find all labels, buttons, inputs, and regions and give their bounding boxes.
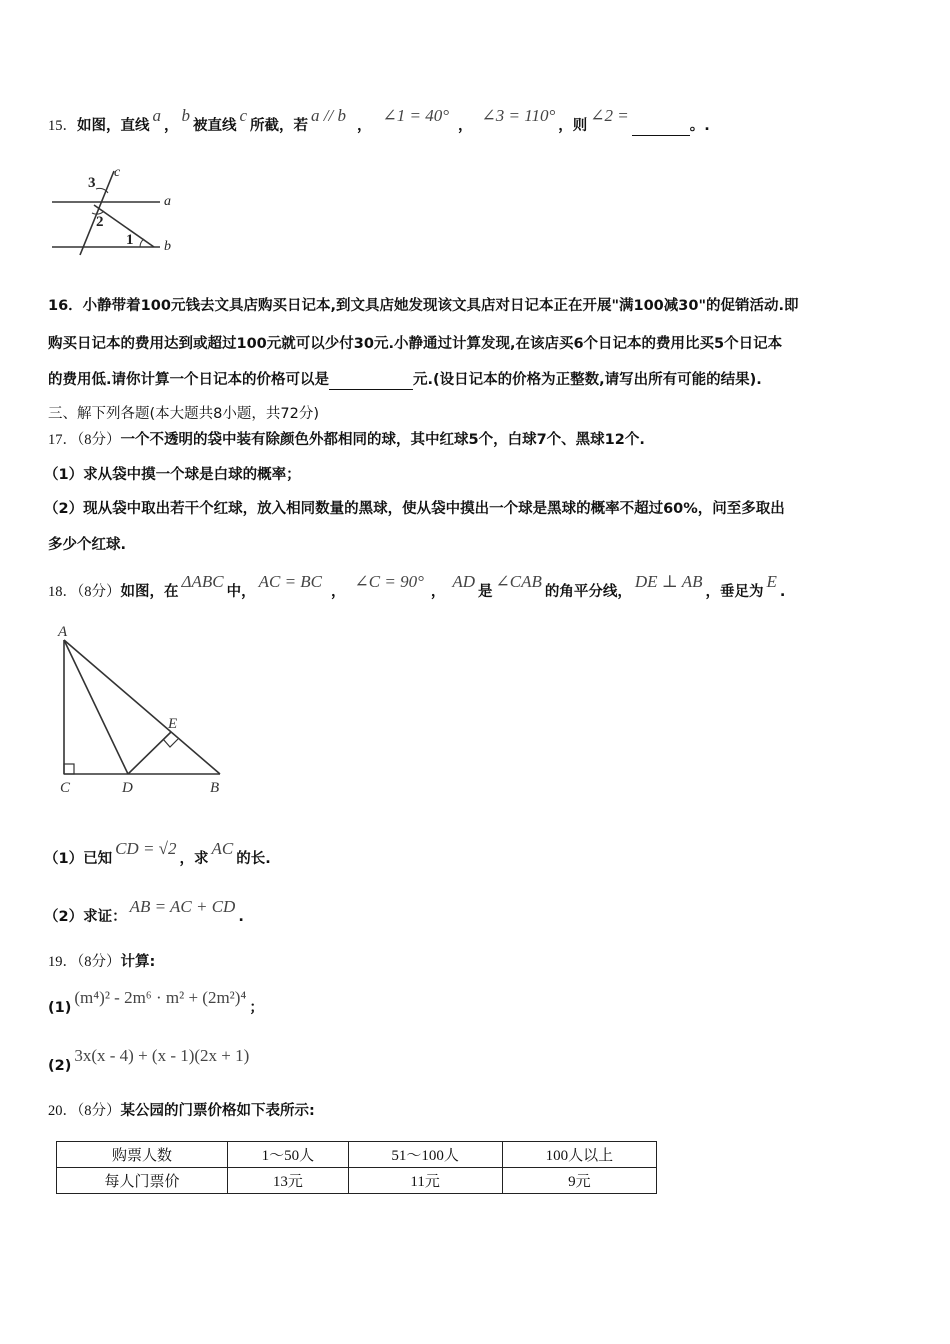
q15-angle-1: ∠1 = 40° xyxy=(382,106,450,125)
q18-part-1-text-c: 的长. xyxy=(236,851,271,867)
q15-line xyxy=(48,106,710,136)
table-row xyxy=(57,1168,657,1194)
section-3-heading: 三、解下列各题(本大题共8小题，共72分) xyxy=(48,406,319,422)
q19-part-1-label: (1) xyxy=(48,1000,72,1016)
fig18-right-angle-c xyxy=(64,764,74,774)
q16-answer-blank xyxy=(329,373,413,390)
q16-line-3-text-a: 的费用低.请你计算一个日记本的价格可以是 xyxy=(48,372,330,388)
q20-text: 某公园的门票价格如下表所示: xyxy=(120,1103,315,1119)
q17-line xyxy=(48,430,645,450)
q18-line xyxy=(48,572,786,602)
q18-comma-2: ， xyxy=(430,584,446,600)
q15-b: b xyxy=(181,106,190,125)
table-cell: 每人门票价 xyxy=(57,1168,228,1194)
q15-text-2: 被直线 xyxy=(193,118,237,134)
fig18-segment-ad xyxy=(64,640,128,774)
q19-expression-2: 3x(x - 4) + (x - 1)(2x + 1) xyxy=(74,1046,250,1065)
q16-line-2: 购买日记本的费用达到或超过100元就可以少付30元.小静通过计算发现,在该店买6个日记本的费用比买5个日记本 xyxy=(48,336,783,352)
q15-a: a xyxy=(152,106,161,125)
q17-number: 17．（8分） xyxy=(48,432,121,448)
q16-line-1: 16．小静带着100元钱去文具店购买日记本,到文具店她发现该文具店对日记本正在开展"满100减30"的促销活动.即 xyxy=(48,298,799,314)
q15-text-4: ，则 xyxy=(558,118,588,134)
fig15-label-b: b xyxy=(164,239,171,254)
q19-part-2 xyxy=(48,1046,252,1076)
q19-semicolon: ； xyxy=(249,1000,264,1016)
q18-angle-cab: ∠CAB xyxy=(495,572,542,591)
fig15-label-2: 2 xyxy=(96,214,104,230)
table-cell: 购票人数 xyxy=(57,1142,228,1168)
q15-comma-1: ， xyxy=(164,118,179,134)
q15-comma-3: ， xyxy=(458,118,473,134)
q16-line-3-text-b: 元.(设日记本的价格为正整数,请写出所有可能的结果). xyxy=(413,372,762,388)
q15-number: 15． xyxy=(48,118,77,134)
table-cell: 51～100人 xyxy=(348,1142,502,1168)
q18-part-1-text-a: （1）已知 xyxy=(44,851,113,867)
q18-part-1-cd: CD = √2 xyxy=(115,839,177,858)
q17-part-2-line-1: （2）现从袋中取出若干个红球，放入相同数量的黑球，使从袋中摸出一个球是黑球的概率不超过60%，问至多取出 xyxy=(44,501,785,517)
q18-comma-1: ， xyxy=(331,584,346,600)
q15-c: c xyxy=(239,106,248,125)
table-row xyxy=(57,1142,657,1168)
q15-parallel: a // b xyxy=(311,106,346,125)
q18-e: E xyxy=(766,572,777,591)
q17-part-2-line-2: 多少个红球. xyxy=(48,537,127,553)
fig15-label-c: c xyxy=(114,165,121,180)
fig15-label-3: 3 xyxy=(88,175,96,191)
figure-15 xyxy=(48,163,188,258)
table-cell: 11元 xyxy=(348,1168,502,1194)
q19-expression-1: (m⁴)² - 2m⁶ · m² + (2m²)⁴ xyxy=(74,988,247,1007)
fig18-side-ab xyxy=(64,640,220,774)
q18-perp: DE ⊥ AB xyxy=(634,572,703,591)
q19-part-1 xyxy=(48,988,264,1018)
table-cell: 1～50人 xyxy=(228,1142,348,1168)
q15-answer-blank xyxy=(632,119,690,136)
q18-triangle: ΔABC xyxy=(181,572,224,591)
q18-part-1-ac: AC xyxy=(211,839,234,858)
q15-angle-3: ∠3 = 110° xyxy=(481,106,556,125)
fig15-line-c xyxy=(80,171,114,255)
fig18-label-b: B xyxy=(210,780,220,796)
q18-ad: AD xyxy=(452,572,476,591)
table-cell: 100人以上 xyxy=(502,1142,656,1168)
q18-text-1: 如图，在 xyxy=(120,584,179,600)
q18-end: . xyxy=(779,584,786,600)
q15-text-3: 所截，若 xyxy=(250,118,309,134)
q18-eq-ac-bc: AC = BC xyxy=(258,572,323,591)
q15-angle-2: ∠2 = xyxy=(590,106,629,125)
q18-part-2 xyxy=(44,897,244,927)
q15-end: 。. xyxy=(689,118,710,134)
table-cell: 13元 xyxy=(228,1168,348,1194)
fig18-label-e: E xyxy=(168,716,178,732)
fig18-label-c: C xyxy=(60,780,71,796)
fig18-segment-de xyxy=(128,732,171,774)
fig18-label-a: A xyxy=(58,624,68,640)
q17-part-1: （1）求从袋中摸一个球是白球的概率； xyxy=(44,467,301,483)
figure-18 xyxy=(52,622,237,797)
fig15-label-1: 1 xyxy=(126,232,134,248)
q16-line-3 xyxy=(48,370,762,390)
q19-number: 19．（8分） xyxy=(48,954,121,970)
q18-part-2-text: （2）求证： xyxy=(44,909,127,925)
q18-text-4: 的角平分线， xyxy=(544,584,632,600)
q18-text-3: 是 xyxy=(478,584,493,600)
fig18-right-angle-e xyxy=(163,739,178,747)
q15-comma-2: ， xyxy=(357,118,372,134)
q18-part-2-eq: AB = AC + CD xyxy=(129,897,236,916)
q18-number: 18．（8分） xyxy=(48,584,121,600)
q20-number: 20．（8分） xyxy=(48,1103,121,1119)
q19-line xyxy=(48,952,155,972)
fig15-label-a: a xyxy=(164,194,171,209)
fig18-label-d: D xyxy=(122,780,133,796)
q20-line xyxy=(48,1101,315,1121)
q18-part-1 xyxy=(44,839,271,869)
table-cell: 9元 xyxy=(502,1168,656,1194)
q19-part-2-label: (2) xyxy=(48,1058,72,1074)
q19-text: 计算: xyxy=(120,954,156,970)
q18-text-5: ，垂足为 xyxy=(705,584,764,600)
q17-text: 一个不透明的袋中装有除颜色外都相同的球，其中红球5个，白球7个、黑球12个. xyxy=(120,432,645,448)
q18-text-2: 中， xyxy=(226,584,256,600)
q18-part-1-text-b: ，求 xyxy=(179,851,209,867)
q15-text-1: 如图，直线 xyxy=(77,118,150,134)
ticket-price-table xyxy=(56,1141,657,1194)
q18-part-2-end: . xyxy=(238,909,244,925)
q18-angle-c: ∠C = 90° xyxy=(354,572,424,591)
